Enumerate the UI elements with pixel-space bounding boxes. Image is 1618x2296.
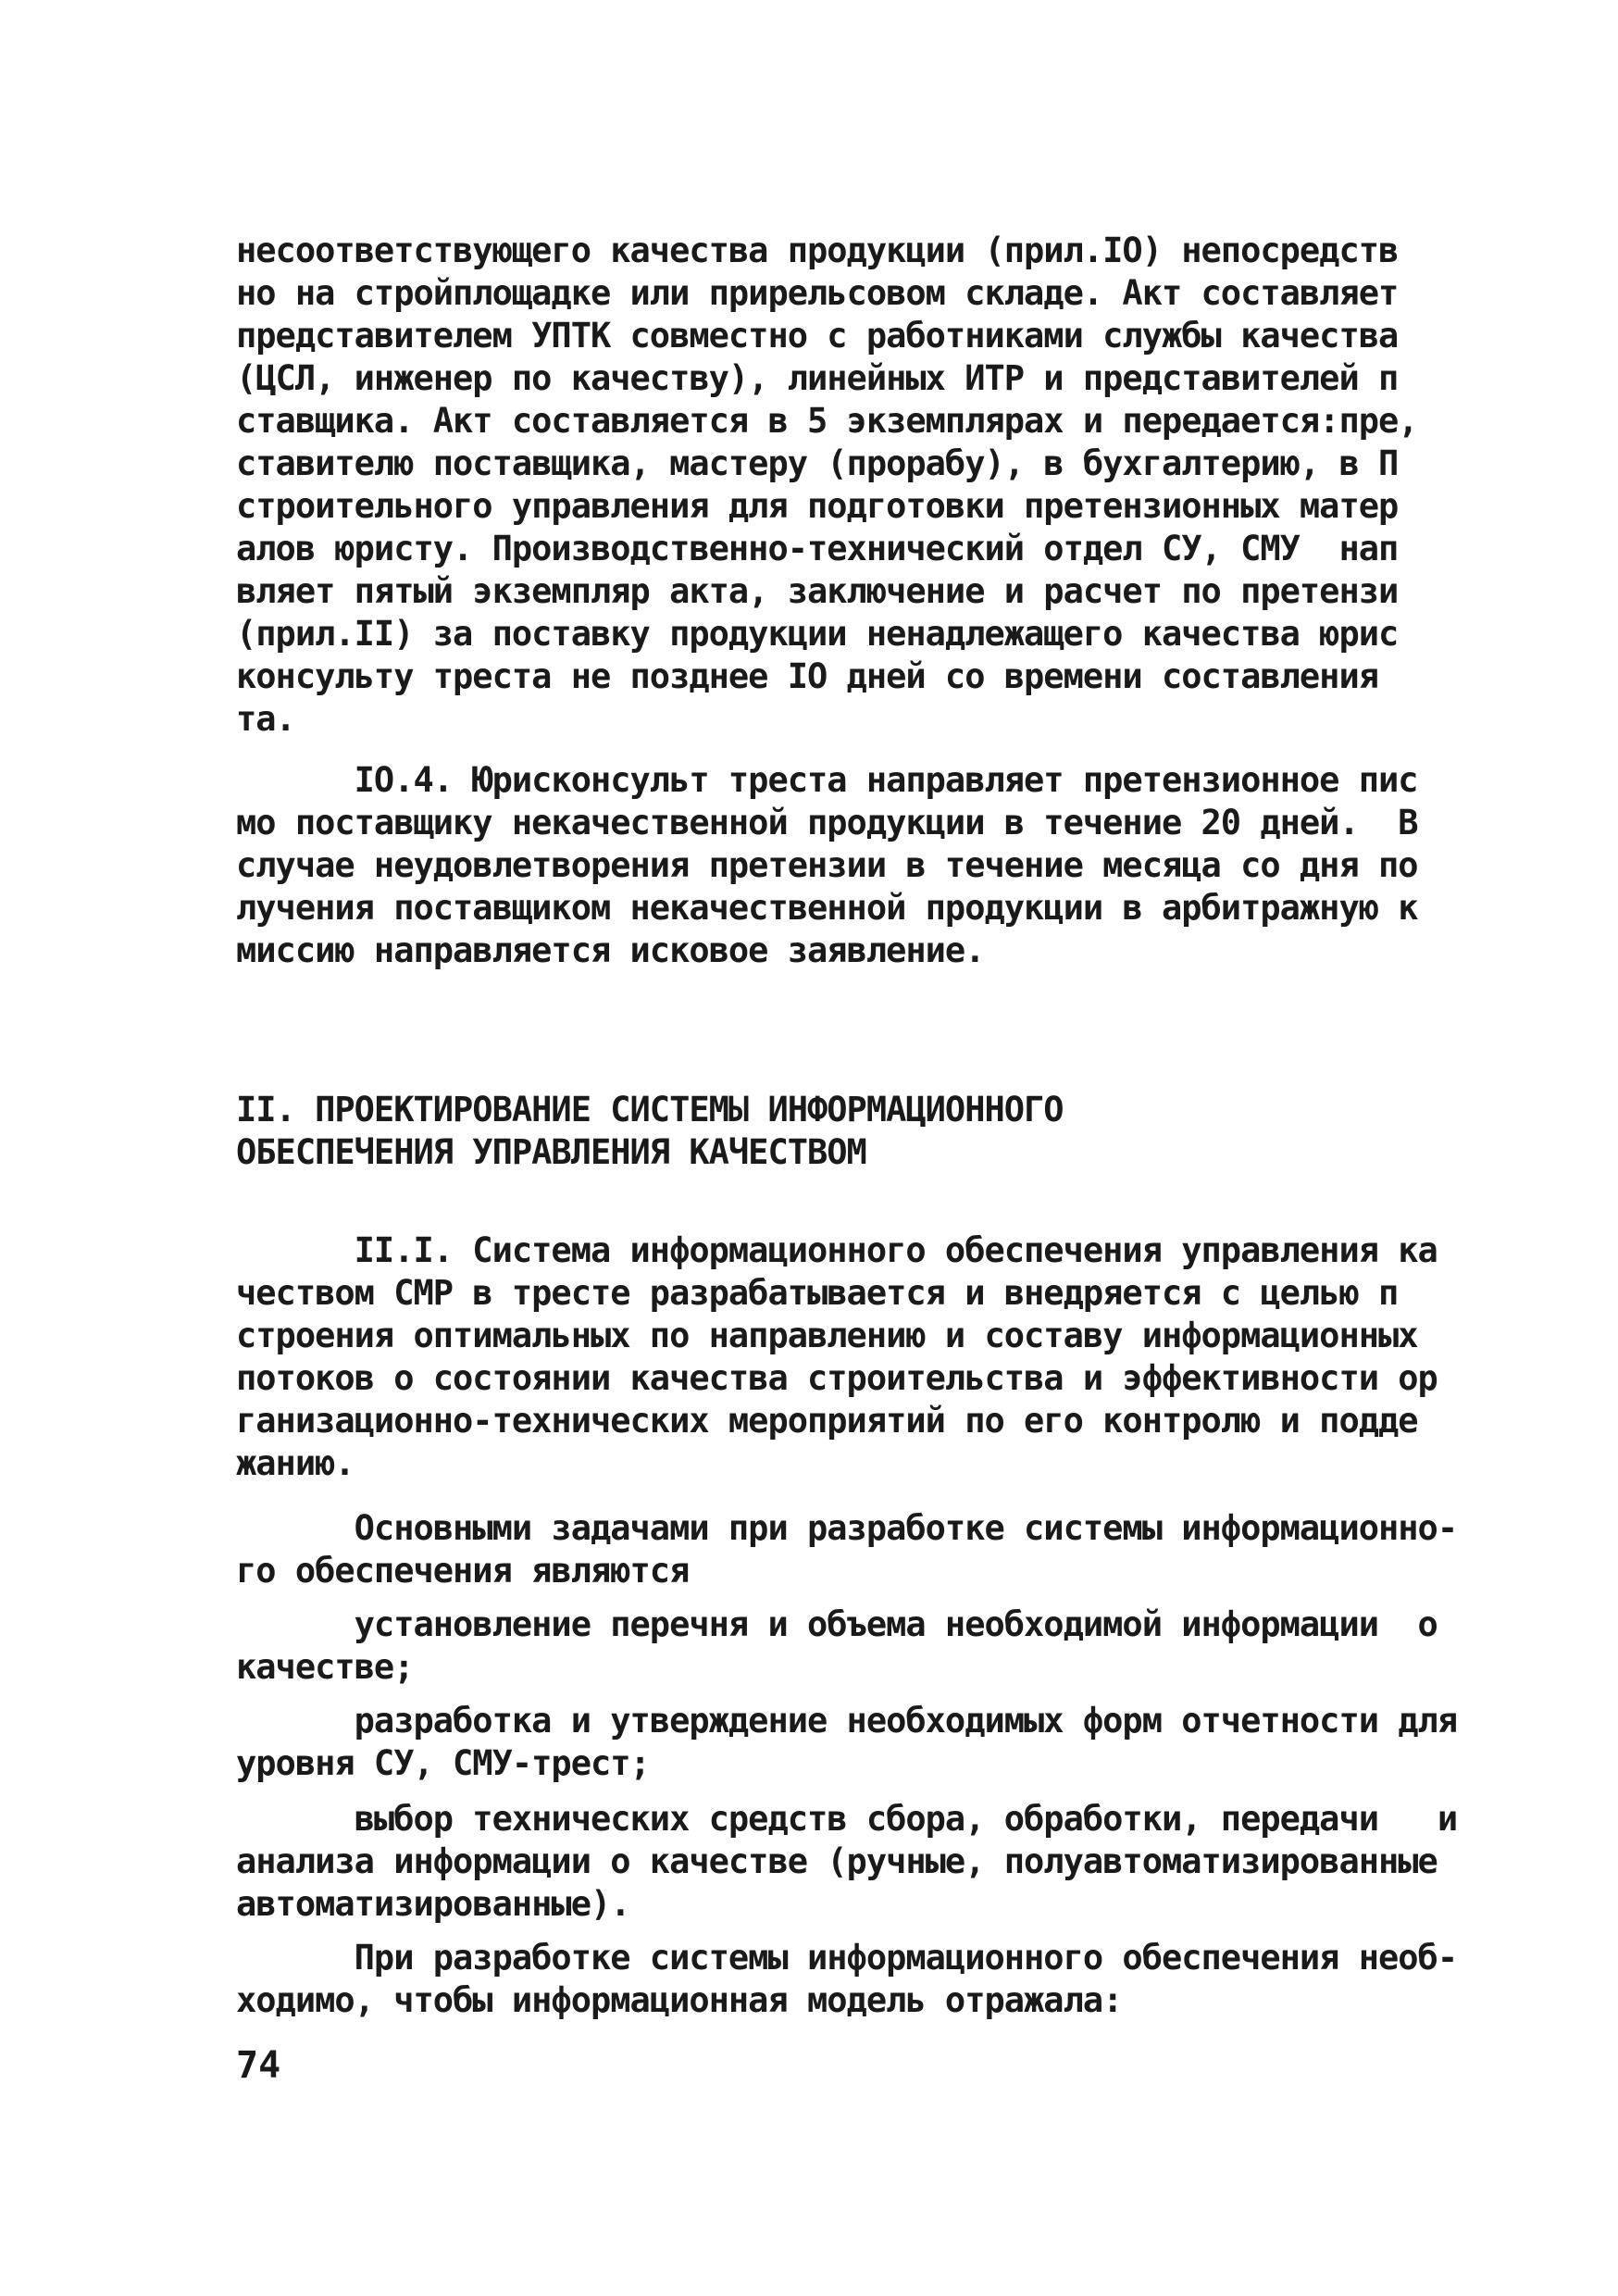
text-line: анализа информации о качестве (ручные, полуавтоматизированные bbox=[236, 1841, 1438, 1881]
section-heading: II. ПРОЕКТИРОВАНИЕ СИСТЕМЫ ИНФОРМАЦИОННОГО bbox=[236, 1090, 1064, 1129]
text-line: Основными задачами при разработке системы информационно- bbox=[236, 1508, 1458, 1548]
text-line: ставщика. Акт составляется в 5 экземплярах и передается:пре, bbox=[236, 401, 1418, 441]
text-line: консульту треста не позднее IO дней со времени составления bbox=[236, 656, 1379, 696]
text-line: установление перечня и объема необходимой информации о bbox=[236, 1604, 1438, 1644]
text-line: случае неудовлетворения претензии в течение месяца со дня по bbox=[236, 845, 1418, 885]
page-number: 74 bbox=[236, 2044, 281, 2087]
text-line: разработка и утверждение необходимых форм отчетности для bbox=[236, 1701, 1458, 1741]
text-line: При разработке системы информационного обеспечения необ- bbox=[236, 1938, 1458, 1978]
text-line: представителем УПТК совместно с работниками службы качества bbox=[236, 316, 1399, 356]
text-line: несоответствующего качества продукции (прил.IO) непосредств bbox=[236, 231, 1399, 270]
text-line: миссию направляется исковое заявление. bbox=[236, 930, 985, 970]
text-line: потоков о состоянии качества строительства и эффективности ор bbox=[236, 1358, 1438, 1398]
text-line: IO.4. Юрисконсульт треста направляет претензионное пис bbox=[236, 760, 1418, 800]
text-line: II.I. Система информационного обеспечения управления ка bbox=[236, 1230, 1438, 1270]
text-line: чеством СМР в тресте разрабатывается и внедряется с целью п bbox=[236, 1273, 1399, 1313]
text-line: строения оптимальных по направлению и составу информационных bbox=[236, 1316, 1418, 1355]
text-line: ганизационно-технических мероприятий по его контролю и подде bbox=[236, 1401, 1418, 1441]
text-line: качестве; bbox=[236, 1647, 414, 1687]
text-line: вляет пятый экземпляр акта, заключение и расчет по претензи bbox=[236, 571, 1399, 611]
text-line: строительного управления для подготовки претензионных матер bbox=[236, 486, 1399, 526]
text-line: лучения поставщиком некачественной продукции в арбитражную к bbox=[236, 888, 1418, 928]
text-line: уровня СУ, СМУ-трест; bbox=[236, 1743, 650, 1783]
text-line: (ЦСЛ, инженер по качеству), линейных ИТР и представителей п bbox=[236, 358, 1399, 398]
text-line: но на стройплощадке или прирельсовом складе. Акт составляет bbox=[236, 273, 1399, 313]
text-line: мо поставщику некачественной продукции в течение 20 дней. В bbox=[236, 803, 1418, 842]
text-line: ходимо, чтобы информационная модель отражала: bbox=[236, 1980, 1123, 2020]
text-line: (прил.II) за поставку продукции ненадлежащего качества юрис bbox=[236, 614, 1399, 654]
text-line: алов юристу. Производственно-технический отдел СУ, СМУ нап bbox=[236, 529, 1399, 568]
text-line: жанию. bbox=[236, 1443, 355, 1483]
text-line: автоматизированные). bbox=[236, 1884, 630, 1924]
section-heading: ОБЕСПЕЧЕНИЯ УПРАВЛЕНИЯ КАЧЕСТВОМ bbox=[236, 1132, 866, 1172]
text-line: го обеспечения являются bbox=[236, 1551, 690, 1591]
text-line: ставителю поставщика, мастеру (прорабу), в бухгалтерию, в П bbox=[236, 443, 1399, 483]
text-line: выбор технических средств сбора, обработки, передачи и bbox=[236, 1799, 1458, 1839]
text-line: та. bbox=[236, 699, 295, 739]
